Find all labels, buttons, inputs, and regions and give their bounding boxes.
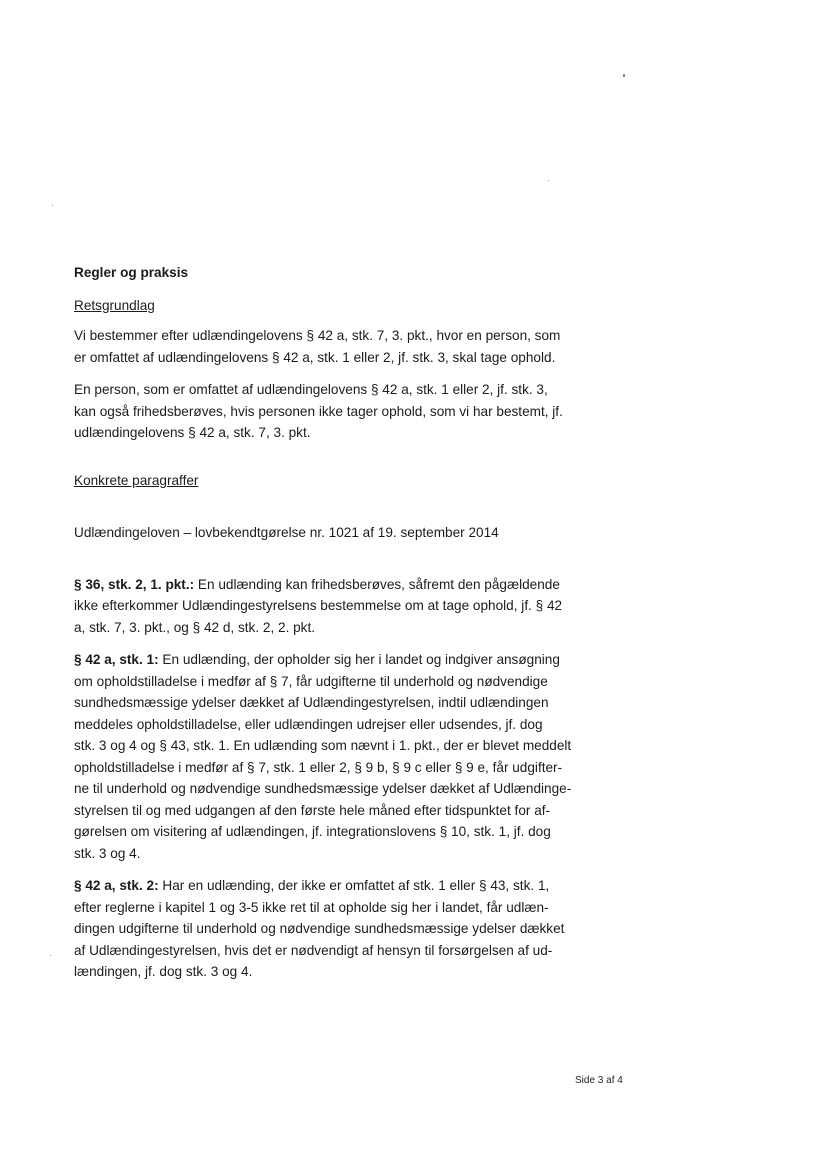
text-line: ne til underhold og nødvendige sundhedsmæssige ydelser dækket af Udlændinge- (74, 781, 572, 796)
text-line: er omfattet af udlændingelovens § 42 a, stk. 1 eller 2, jf. stk. 3, skal tage ophold. (74, 349, 556, 365)
text-line: om opholdstilladelse i medfør af § 7, får udgifterne til underhold og nødvendige (74, 673, 548, 689)
scan-speck (548, 180, 549, 181)
text-line: dingen udgifterne til underhold og nødvendige sundhedsmæssige ydelser dækket (74, 921, 565, 936)
subheading-retsgrundlag: Retsgrundlag (74, 297, 155, 313)
text-line: Vi bestemmer efter udlændingelovens § 42 a, stk. 7, 3. pkt., hvor en person, som (74, 328, 561, 343)
text-line: efter reglerne i kapitel 1 og 3-5 ikke ret til at opholde sig her i landet, får udlæn- (74, 899, 549, 915)
text-line: En person, som er omfattet af udlændingelovens § 42 a, stk. 1 eller 2, jf. stk. 3, (74, 382, 548, 397)
text-line: kan også frihedsberøves, hvis personen ikke tager ophold, som vi har bestemt, jf. (74, 403, 563, 419)
text-line: stk. 3 og 4. (74, 845, 141, 861)
text-line (74, 875, 594, 897)
section-heading: Regler og praksis (74, 265, 189, 280)
text-line: sundhedsmæssige ydelser dækket af Udlændingestyrelsen, indtil udlændingen (74, 695, 549, 710)
text-line: ikke efterkommer Udlændingestyrelsens bestemmelse om at tage ophold, jf. § 42 (74, 598, 563, 613)
paragraph-36-stk-2 (74, 574, 594, 639)
scan-speck (623, 74, 625, 77)
text-line: meddeles opholdstilladelse, eller udlændingen udrejser eller udsendes, jf. dog (74, 716, 543, 732)
document-body (74, 262, 594, 994)
text-line: stk. 3 og 4 og § 43, stk. 1. En udlænding som nævnt i 1. pkt., der er blevet meddelt (74, 738, 572, 753)
paragraph-reference: § 42 a, stk. 2: (74, 878, 159, 893)
paragraph-42a-stk-1 (74, 649, 594, 864)
paragraph-legal-basis-1 (74, 325, 594, 368)
text-line: gørelsen om visitering af udlændingen, jf. integrationslovens § 10, stk. 1, jf. dog (74, 824, 551, 839)
text-line: lændingen, jf. dog stk. 3 og 4. (74, 964, 253, 979)
page-number: Side 3 af 4 (575, 1075, 623, 1086)
text-fragment: En udlænding, der opholder sig her i landet og indgiver ansøgning (158, 652, 560, 667)
text-line: af Udlændingestyrelsen, hvis det er nødvendigt af hensyn til forsørgelsen af ud- (74, 942, 553, 958)
subheading-konkrete-paragraffer: Konkrete paragraffer (74, 472, 199, 488)
text-fragment: Har en udlænding, der ikke er omfattet af stk. 1 eller § 43, stk. 1, (158, 878, 550, 893)
paragraph-42a-stk-2 (74, 875, 594, 983)
paragraph-reference: § 36, stk. 2, 1. pkt.: (74, 576, 195, 592)
paragraph-reference: § 42 a, stk. 1: (74, 652, 159, 667)
scan-speck (52, 205, 53, 206)
text-line: opholdstilladelse i medfør af § 7, stk. 1 eller 2, § 9 b, § 9 c eller § 9 e, får udgifter- (74, 759, 563, 775)
text-line: udlændingelovens § 42 a, stk. 7, 3. pkt. (74, 425, 311, 440)
text-line (74, 649, 594, 671)
text-line (74, 574, 594, 596)
paragraph-legal-basis-2 (74, 379, 594, 444)
text-line: a, stk. 7, 3. pkt., og § 42 d, stk. 2, 2. pkt. (74, 619, 316, 635)
text-fragment: En udlænding kan frihedsberøves, såfremt den pågældende (194, 576, 560, 592)
law-title: Udlændingeloven – lovbekendtgørelse nr. 1021 af 19. september 2014 (74, 525, 499, 540)
text-line: styrelsen til og med udgangen af den første hele måned efter tidspunktet for af- (74, 802, 551, 818)
scan-speck (50, 955, 51, 956)
